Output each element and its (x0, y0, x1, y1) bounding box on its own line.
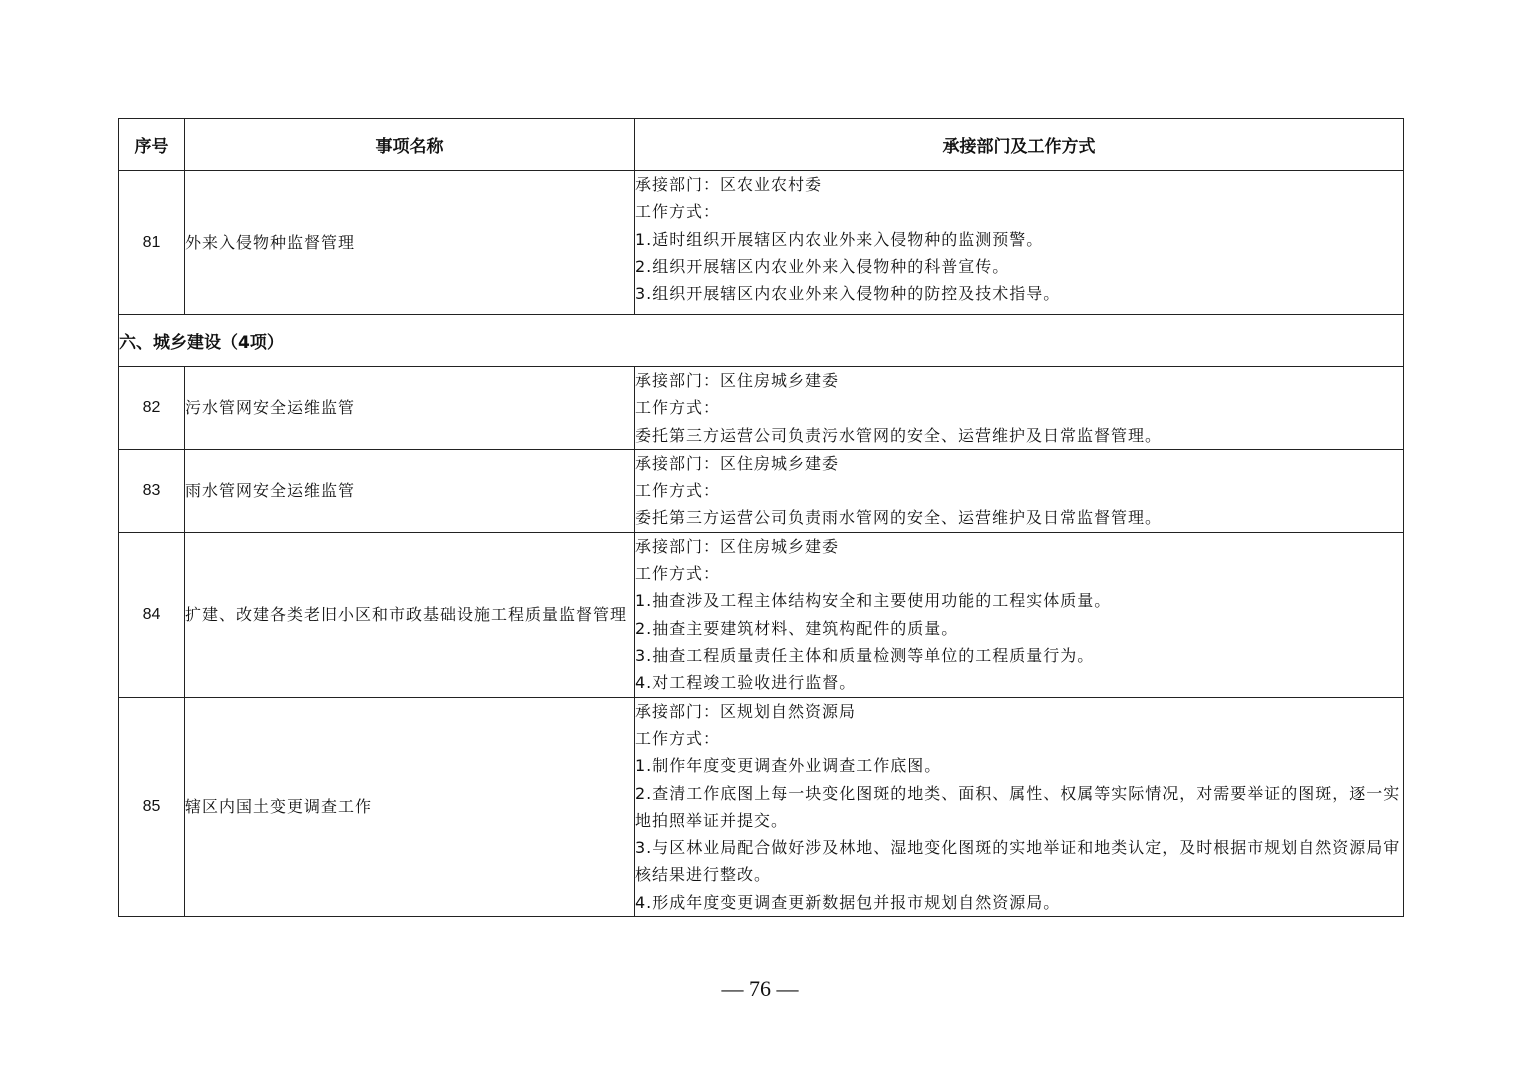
method-line: 工作方式： (635, 728, 721, 748)
row-number: 85 (119, 697, 185, 916)
row-name: 外来入侵物种监督管理 (185, 171, 635, 315)
row-number: 82 (119, 367, 185, 450)
method-line: 工作方式： (635, 398, 721, 418)
method-line: 3.组织开展辖区内农业外来入侵物种的防控及技术指导。 (635, 284, 1061, 304)
header-seq: 序号 (119, 119, 185, 171)
table-row (119, 697, 1404, 916)
row-method (635, 697, 1404, 916)
header-dept: 承接部门及工作方式 (635, 119, 1404, 171)
header-name: 事项名称 (185, 119, 635, 171)
method-line: 工作方式： (635, 202, 721, 222)
method-line: 2.查清工作底图上每一块变化图斑的地类、面积、属性、权属等实际情况，对需要举证的图斑，逐一实地拍照举证并提交。 (635, 783, 1401, 830)
page-number: — 76 — (721, 976, 799, 1001)
method-line: 工作方式： (635, 564, 721, 584)
method-line: 承接部门：区住房城乡建委 (635, 453, 840, 473)
row-name: 辖区内国土变更调查工作 (185, 697, 635, 916)
method-line: 工作方式： (635, 481, 721, 501)
table-row (119, 367, 1404, 450)
table-header-row (119, 119, 1404, 171)
method-line: 1.适时组织开展辖区内农业外来入侵物种的监测预警。 (635, 229, 1044, 249)
row-number: 83 (119, 449, 185, 532)
row-number: 84 (119, 532, 185, 697)
method-line: 承接部门：区规划自然资源局 (635, 701, 857, 721)
row-name: 雨水管网安全运维监管 (185, 449, 635, 532)
method-line: 3.与区林业局配合做好涉及林地、湿地变化图斑的实地举证和地类认定，及时根据市规划自然资源局审核结果进行整改。 (635, 838, 1401, 885)
row-method (635, 367, 1404, 450)
method-line: 4.形成年度变更调查更新数据包并报市规划自然资源局。 (635, 892, 1061, 912)
matters-table (118, 118, 1404, 917)
method-line: 承接部门：区农业农村委 (635, 175, 823, 194)
table-row (119, 449, 1404, 532)
method-line: 1.抽查涉及工程主体结构安全和主要使用功能的工程实体质量。 (635, 591, 1112, 611)
method-line: 4.对工程竣工验收进行监督。 (635, 673, 857, 693)
row-method (635, 532, 1404, 697)
method-line: 1.制作年度变更调查外业调查工作底图。 (635, 756, 942, 776)
row-method (635, 171, 1404, 315)
table-row (119, 171, 1404, 315)
method-line: 2.组织开展辖区内农业外来入侵物种的科普宣传。 (635, 256, 1010, 276)
row-method (635, 449, 1404, 532)
method-line: 委托第三方运营公司负责污水管网的安全、运营维护及日常监督管理。 (635, 425, 1163, 445)
method-line: 2.抽查主要建筑材料、建筑构配件的质量。 (635, 618, 959, 638)
row-name: 污水管网安全运维监管 (185, 367, 635, 450)
row-name: 扩建、改建各类老旧小区和市政基础设施工程质量监督管理 (185, 532, 635, 697)
section-title: 六、城乡建设（4项） (119, 315, 1404, 367)
method-line: 承接部门：区住房城乡建委 (635, 536, 840, 556)
method-line: 3.抽查工程质量责任主体和质量检测等单位的工程质量行为。 (635, 646, 1095, 666)
table-row (119, 532, 1404, 697)
method-line: 承接部门：区住房城乡建委 (635, 371, 840, 390)
section-row (119, 315, 1404, 367)
row-number: 81 (119, 171, 185, 315)
method-line: 委托第三方运营公司负责雨水管网的安全、运营维护及日常监督管理。 (635, 508, 1163, 528)
